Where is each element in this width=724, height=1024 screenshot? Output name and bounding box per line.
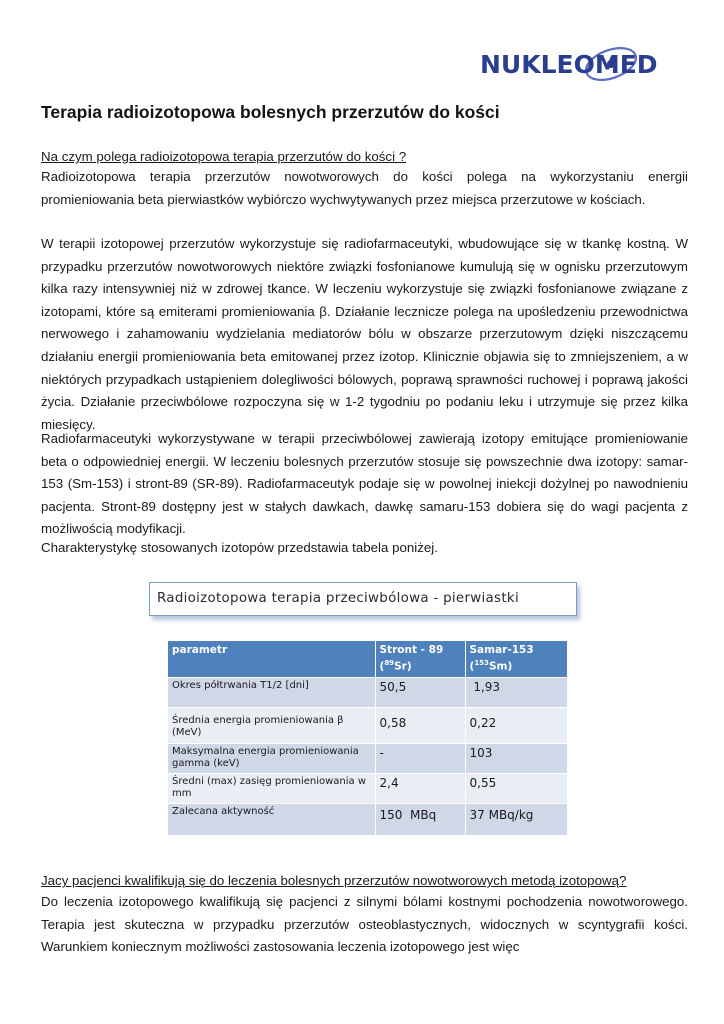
- cell-param: Zalecana aktywność: [168, 803, 375, 835]
- header-param: parametr: [168, 641, 375, 677]
- table-header-row: [168, 641, 567, 677]
- header-samarium-name: Samar-153: [469, 644, 534, 656]
- paragraph-5: Do leczenia izotopowego kwalifikują się pacjenci z silnymi bólami kostnymi pochodzenia nowotworowego. Terapia jest skuteczna w przypadku przerzutów osteoblastycznych, widocznych w scyntygrafii kości. Warunkiem koniecznym możliwości zastosowania leczenia izotopowego jest więc: [41, 894, 688, 955]
- table-row: [168, 677, 567, 707]
- cell-samarium: 0,55: [465, 773, 567, 803]
- cell-param: Średnia energia promieniowania β (MeV): [168, 707, 375, 743]
- header-samarium: Samar-153 ($^{153}$Sm): [465, 641, 567, 677]
- cell-strontium: 2,4: [375, 773, 465, 803]
- header-strontium-name: Stront - 89: [379, 644, 444, 656]
- header-strontium: Stront - 89 ($^{89}$Sr): [375, 641, 465, 677]
- paragraph-3: Radiofarmaceutyki wykorzystywane w terapii przeciwbólowej zawierają izotopy emitujące promieniowanie beta o odpowiedniej energii. W leczeniu bolesnych przerzutów stosuje się powszechnie dwa izotopy: samar-153 (Sm-153) i stront-89 (SR-89). Radiofarmaceutyk podaje się w powolnej iniekcji dożylnej po nawodnieniu pacjenta. Stront-89 dostępny jest w stałych dawkach, dawkę samaru-153 dobiera się do wagi pacjenta z możliwością modyfikacji.: [41, 431, 688, 537]
- table-row: [168, 743, 567, 773]
- section-question-2: Jacy pacjenci kwalifikują się do leczenia bolesnych przerzutów nowotworowych metodą izotopową?: [41, 873, 627, 888]
- paragraph-2: W terapii izotopowej przerzutów wykorzystuje się radiofarmaceutyki, wbudowujące się w tkankę kostną. W przypadku przerzutów nowotworowych niektóre związki fosfonianowe kumulują się w ognisku przerzutowym kilka razy intensywniej niż w zdrowej tkance. W leczeniu wykorzystuje się związki fosfonianowe związane z izotopami, które są emiterami promieniowania β. Działanie lecznicze polega na upośledzeniu przewodnictwa nerwowego i zahamowaniu wydzielania mediatorów bólu w obszarze przerzutowym dzięki niszczącemu działaniu energii promieniowania beta emitowanej przez izotop. Klinicznie objawia się to zmniejszeniem, a w niektórych przypadkach ustąpieniem dolegliwości bólowych, poprawą sprawności ruchowej i poprawą jakości życia. Działanie przeciwbólowe rozpoczyna się w 1-2 tygodniu po podaniu leku i utrzymuje się przez kilka miesięcy.: [41, 236, 688, 432]
- header-samarium-symbol: Sm: [488, 660, 508, 673]
- paragraph-4: Charakterystykę stosowanych izotopów przedstawia tabela poniżej.: [41, 540, 438, 555]
- header-strontium-mass: 89: [384, 659, 395, 667]
- table-row: [168, 773, 567, 803]
- cell-strontium: 150 MBq: [375, 803, 465, 835]
- table-caption: Radioizotopowa terapia przeciwbólowa - pierwiastki: [157, 591, 519, 606]
- cell-strontium: -: [375, 743, 465, 773]
- cell-samarium: 103: [465, 743, 567, 773]
- header-samarium-mass: 153: [474, 659, 489, 667]
- paragraph-1: Radioizotopowa terapia przerzutów nowotworowych do kości polega na wykorzystaniu energii promieniowania beta pierwiastków wybiórczo wychwytywanych przez miejsca przerzutowe w kościach.: [41, 169, 688, 207]
- cell-strontium: 50,5: [375, 677, 465, 707]
- cell-samarium: 37 MBq/kg: [465, 803, 567, 835]
- table-caption-box: [149, 582, 577, 616]
- page-title: Terapia radioizotopowa bolesnych przerzutów do kości: [41, 102, 500, 122]
- cell-param: Średni (max) zasięg promieniowania w mm: [168, 773, 375, 803]
- table-row: [168, 707, 567, 743]
- cell-strontium: 0,58: [375, 707, 465, 743]
- table-row: [168, 803, 567, 835]
- section-question-1: Na czym polega radioizotopowa terapia przerzutów do kości ?: [41, 149, 407, 164]
- cell-param: Okres półtrwania T1/2 [dni]: [168, 677, 375, 707]
- cell-samarium: 1,93: [465, 677, 567, 707]
- header-strontium-symbol: Sr: [394, 660, 407, 673]
- logo-text: NUKLEOMED: [480, 50, 658, 79]
- cell-samarium: 0,22: [465, 707, 567, 743]
- cell-param: Maksymalna energia promieniowania gamma (keV): [168, 743, 375, 773]
- nukleomed-logo: [478, 38, 694, 90]
- isotope-table: [168, 641, 567, 835]
